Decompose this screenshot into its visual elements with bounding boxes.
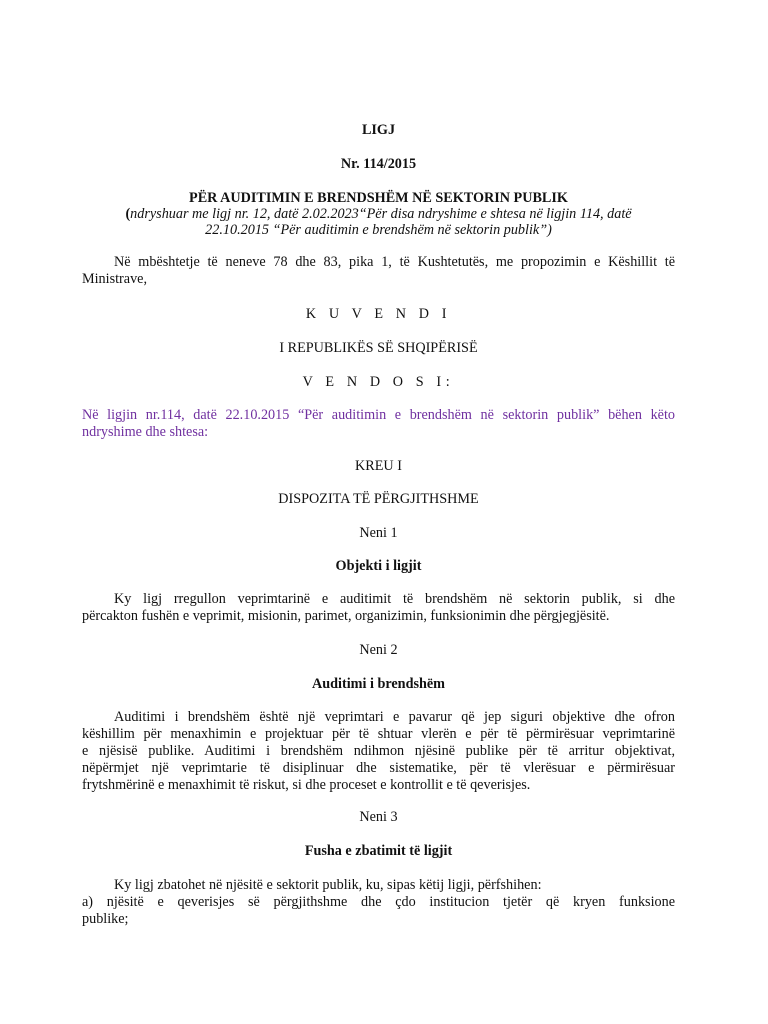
- article-2-line: frytshmërinë e menaxhimit të riskut, si dhe proceset e kontrollit e të qeverisjes.: [82, 777, 531, 793]
- article-3-label: Neni 3: [359, 809, 398, 825]
- article-2-body: [82, 709, 675, 794]
- article-2-line: Auditimi i brendshëm është një veprimtari e pavarur që jep siguri objektive dhe ofron: [114, 709, 675, 725]
- article-3-body: [82, 877, 675, 928]
- kuvendi-heading: K U V E N D I: [305, 306, 452, 322]
- article-3-title: Fusha e zbatimit të ligjit: [304, 843, 453, 859]
- article-3-line: a) njësitë e qeverisjes së përgjithshme dhe çdo institucion tjetër që kryen funksione: [82, 894, 675, 910]
- article-2-line: e njësisë publike. Auditimi i brendshëm ndihmon njësinë publike për të arritur objektivat,: [82, 743, 675, 759]
- amendment-reference: [82, 206, 675, 238]
- vendosi-heading: V E N D O S I:: [302, 374, 455, 390]
- article-1-line: Ky ligj rregullon veprimtarinë e auditimit të brendshëm në sektorin publik, si dhe: [114, 591, 675, 607]
- chapter-title: DISPOZITA TË PËRGJITHSHME: [278, 491, 479, 507]
- article-2-line: nëpërmjet një veprimtarie të disiplinuar dhe sistematike, për të vlerësuar e përmirësuar: [82, 760, 675, 776]
- article-1-line: përcakton fushën e veprimit, misionin, parimet, organizimin, funksionimin dhe përgjegjësitë.: [82, 608, 610, 624]
- preamble-line-1: Në mbështetje të neneve 78 dhe 83, pika 1, të Kushtetutës, me propozimin e Këshillit të: [114, 254, 675, 270]
- amendment-line-1: ndryshuar me ligj nr. 12, datë 2.02.2023“Për disa ndryshime e shtesa në ligjin 114, datë: [130, 206, 632, 222]
- article-2-line: këshillim për menaxhimin e projektuar për të shtuar vlerën e për të përmirësuar veprimtarinë: [82, 726, 675, 742]
- amendment-open-paren: (: [125, 206, 131, 222]
- article-2-title: Auditimi i brendshëm: [312, 676, 445, 692]
- amendment-note: [82, 407, 675, 441]
- amendment-line-2: 22.10.2015 “Për auditimin e brendshëm në sektorin publik”): [205, 222, 552, 238]
- article-1-body: [82, 591, 675, 625]
- law-title: PËR AUDITIMIN E BRENDSHËM NË SEKTORIN PUBLIK: [189, 190, 568, 206]
- chapter-label: KREU I: [355, 458, 402, 474]
- law-number: Nr. 114/2015: [340, 156, 417, 172]
- preamble-line-2: Ministrave,: [82, 271, 148, 287]
- republic-heading: I REPUBLIKËS SË SHQIPËRISË: [279, 340, 478, 356]
- preamble-paragraph: [82, 254, 675, 288]
- article-2-label: Neni 2: [359, 642, 398, 658]
- law-type-heading: LIGJ: [361, 122, 396, 138]
- amendment-note-line-2: ndryshime dhe shtesa:: [82, 424, 209, 440]
- article-3-line: Ky ligj zbatohet në njësitë e sektorit publik, ku, sipas këtij ligji, përfshihen:: [114, 877, 542, 893]
- article-1-title: Objekti i ligjit: [335, 558, 422, 574]
- article-1-label: Neni 1: [359, 525, 398, 541]
- amendment-note-line-1: Në ligjin nr.114, datë 22.10.2015 “Për auditimin e brendshëm në sektorin publik” bëhen këto: [82, 407, 675, 423]
- article-3-line: publike;: [82, 911, 129, 927]
